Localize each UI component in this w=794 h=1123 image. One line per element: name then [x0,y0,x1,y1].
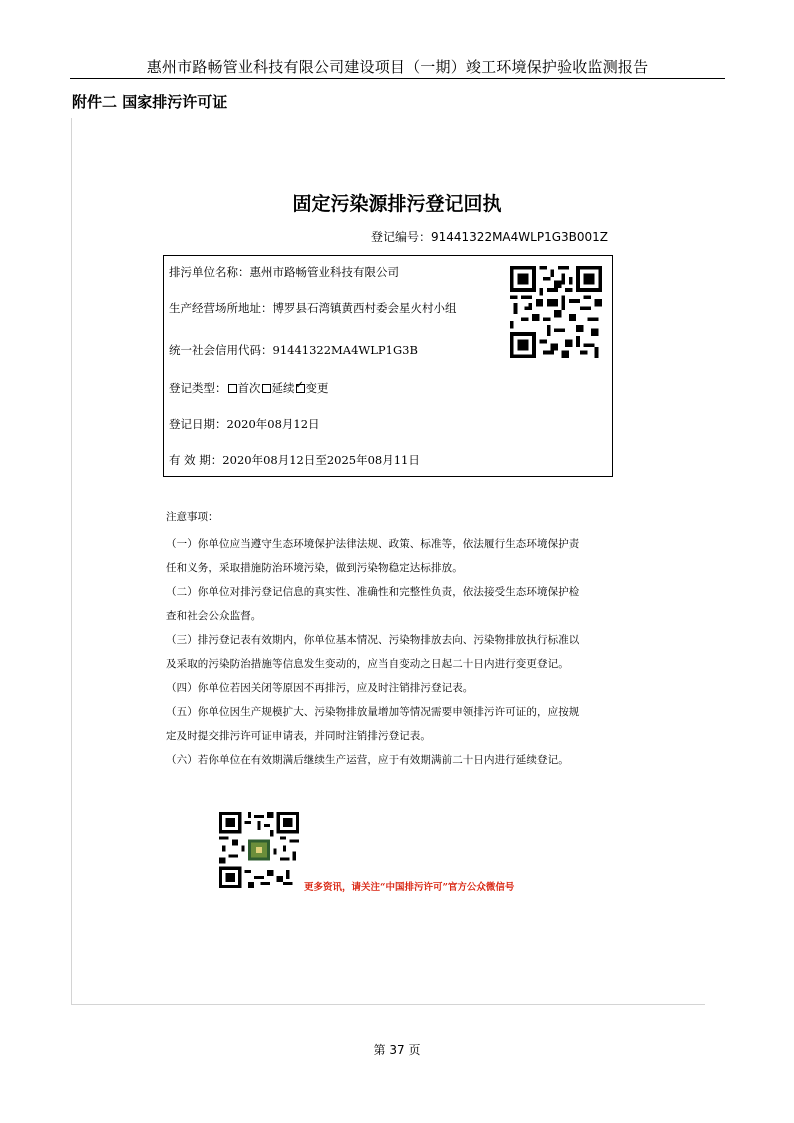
credit-code: 统一社会信用代码：91441322MA4WLP1G3B [169,343,418,357]
registration-number: 登记编号：91441322MA4WLP1G3B001Z [371,230,608,244]
unit-name: 排污单位名称：惠州市路畅管业科技有限公司 [169,265,399,279]
header-divider [70,78,725,79]
notes-section [166,508,606,772]
checkbox-change-checked-icon [296,384,305,393]
registration-date: 登记日期：2020年08月12日 [169,417,320,431]
notes-line: （六）若你单位在有效期满后继续生产运营，应于有效期满前二十日内进行延续登记。 [166,754,569,766]
wechat-qr-code-icon [219,812,299,888]
registration-type [169,380,329,396]
notes-line: （一）你单位应当遵守生态环境保护法律法规、政策、标准等，依法履行生态环境保护责 [166,538,580,550]
notes-line: 查和社会公众监督。 [166,610,262,622]
notes-line: （五）你单位因生产规模扩大、污染物排放量增加等情况需要申领排污许可证的，应按规 [166,706,580,718]
follow-official-account-notice: 更多资讯，请关注“中国排污许可”官方公众微信号 [304,882,515,893]
validity-period: 有 效 期：2020年08月12日至2025年08月11日 [169,453,420,467]
notes-line: 定及时提交排污许可证申请表，并同时注销排污登记表。 [166,730,431,742]
notes-line: 任和义务，采取措施防治环境污染，做到污染物稳定达标排放。 [166,562,463,574]
business-address: 生产经营场所地址：博罗县石湾镇黄西村委会星火村小组 [169,301,457,315]
certificate-title: 固定污染源排污登记回执 [292,193,502,215]
reg-type-renew: 延续 [271,381,295,395]
registration-type-label: 登记类型： [169,381,227,395]
qr-code-icon [510,266,602,358]
reg-type-change: 变更 [305,381,329,395]
checkbox-first-icon [228,384,237,393]
notes-line: （三）排污登记表有效期内，你单位基本情况、污染物排放去向、污染物排放执行标准以 [166,634,580,646]
report-header-title: 惠州市路畅管业科技有限公司建设项目（一期）竣工环境保护验收监测报告 [146,58,649,76]
page-number: 第 37 页 [373,1043,421,1057]
notes-line: 及采取的污染防治措施等信息发生变动的，应当自变动之日起二十日内进行变更登记。 [166,658,569,670]
notes-line: （四）你单位若因关闭等原因不再排污，应及时注销排污登记表。 [166,682,474,694]
notes-title: 注意事项： [166,511,219,523]
notes-line: （二）你单位对排污登记信息的真实性、准确性和完整性负责，依法接受生态环境保护检 [166,586,580,598]
checkbox-renew-icon [262,384,271,393]
reg-type-first: 首次 [237,381,261,395]
section-title: 附件二 国家排污许可证 [72,93,228,111]
